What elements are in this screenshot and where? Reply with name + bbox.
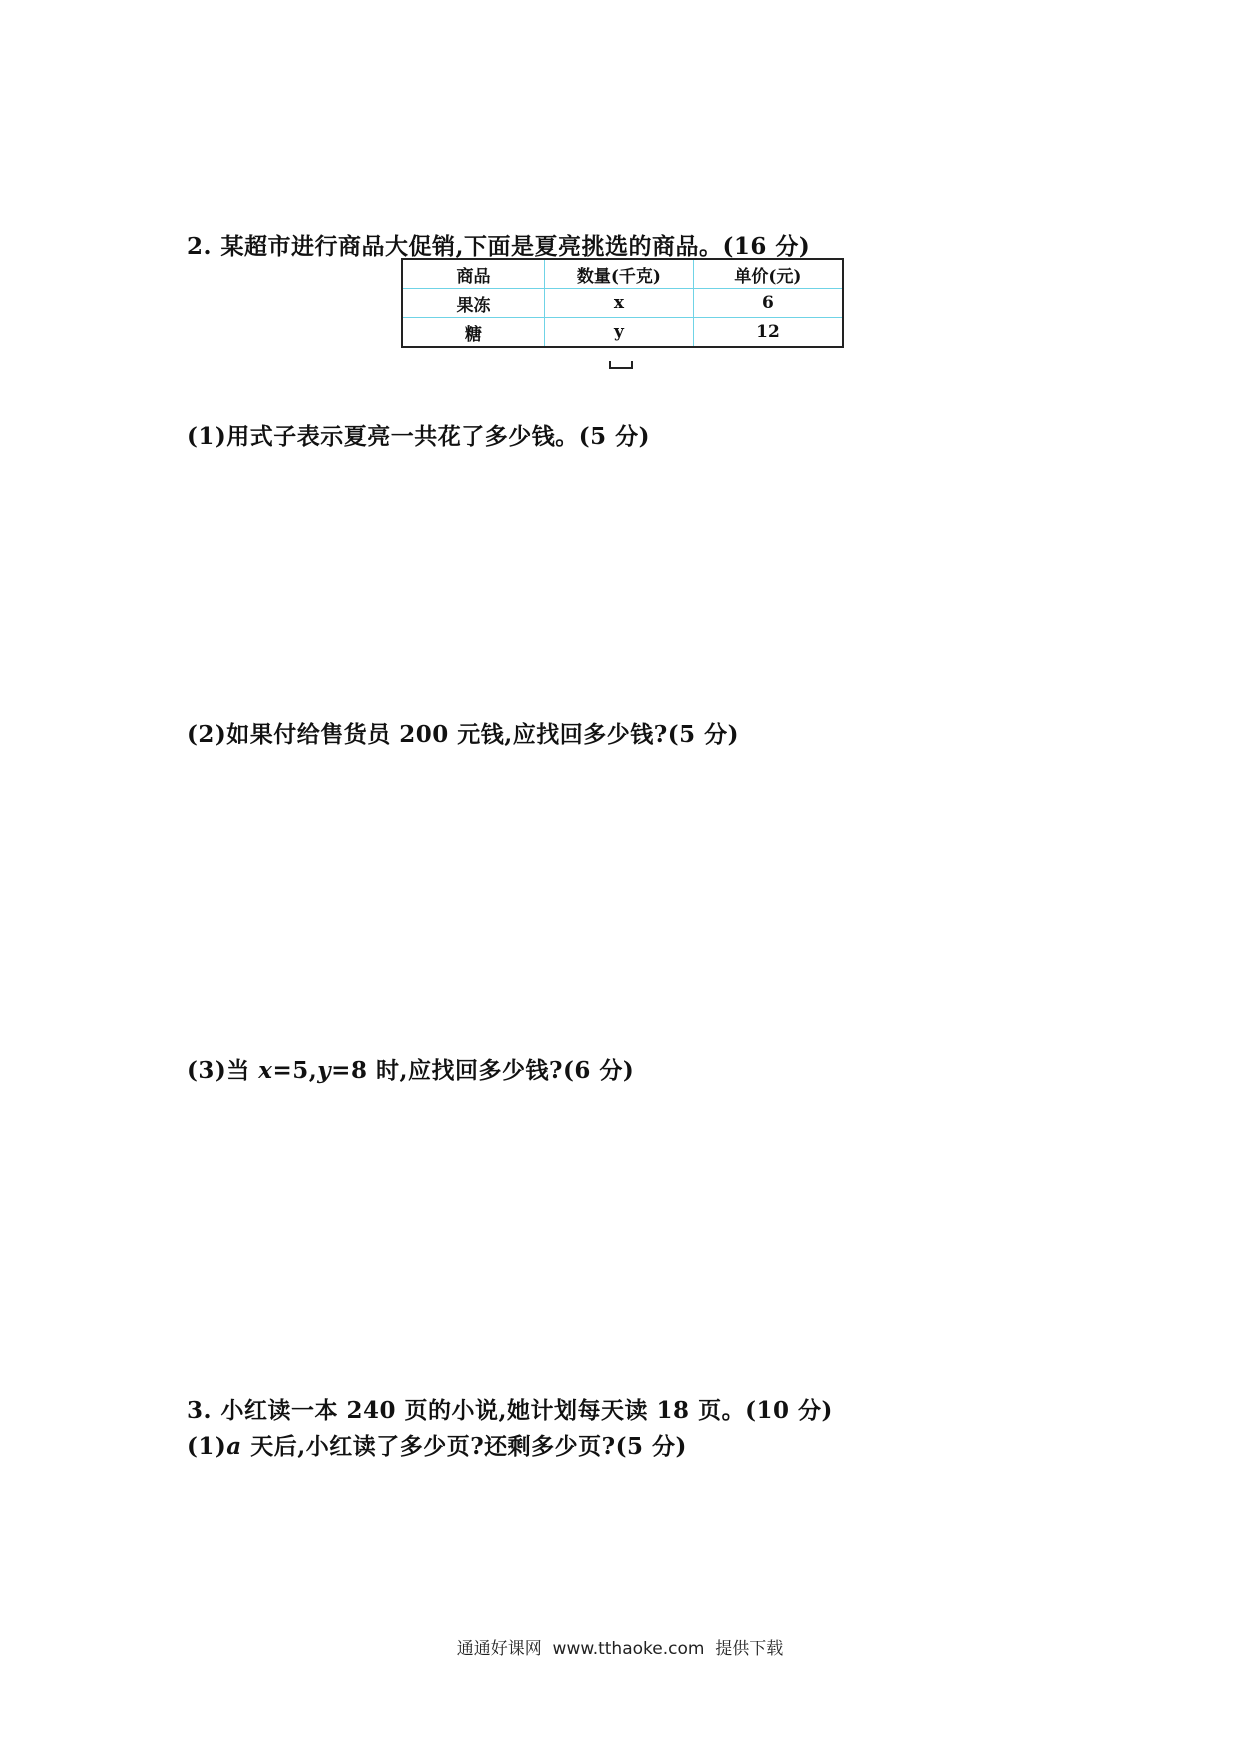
table-header-row [402,259,843,289]
cell-quantity: x [544,289,693,318]
q3-part-1-suffix: 天后,小红读了多少页?还剩多少页?(5 分) [241,1433,687,1460]
q3-part-1-prefix: (1) [187,1433,227,1460]
footer-credit: 通通好课网 www.tthaoke.com 提供下载 [456,1639,784,1659]
goods-table [401,258,844,348]
cell-goods: 果冻 [402,289,544,318]
question-3-part-1 [187,1428,687,1461]
variable-a: a [226,1433,242,1460]
table-row [402,318,843,348]
question-2-part-3 [187,1052,634,1085]
header-goods: 商品 [402,259,544,289]
part-3-mid: =5, [272,1057,318,1084]
header-quantity: 数量(千克) [544,259,693,289]
part-3-prefix: (3)当 [187,1057,259,1084]
question-2-part-2: (2)如果付给售货员 200 元钱,应找回多少钱?(5 分) [187,721,740,748]
header-unit-price: 单价(元) [693,259,843,289]
question-3-title: 3. 小红读一本 240 页的小说,她计划每天读 18 页。(10 分) [187,1397,833,1424]
part-3-suffix: =8 时,应找回多少钱?(6 分) [331,1057,635,1084]
cell-unit-price: 12 [693,318,843,348]
variable-y: y [317,1057,332,1084]
cell-unit-price: 6 [693,289,843,318]
bracket-mark [609,361,633,369]
cell-goods: 糖 [464,324,482,345]
cell-quantity: y [544,318,693,348]
table-row [402,289,843,318]
variable-x: x [258,1057,273,1084]
question-2-title: 2. 某超市进行商品大促销,下面是夏亮挑选的商品。(16 分) [187,233,811,260]
question-2-part-1: (1)用式子表示夏亮一共花了多少钱。(5 分) [187,423,651,450]
